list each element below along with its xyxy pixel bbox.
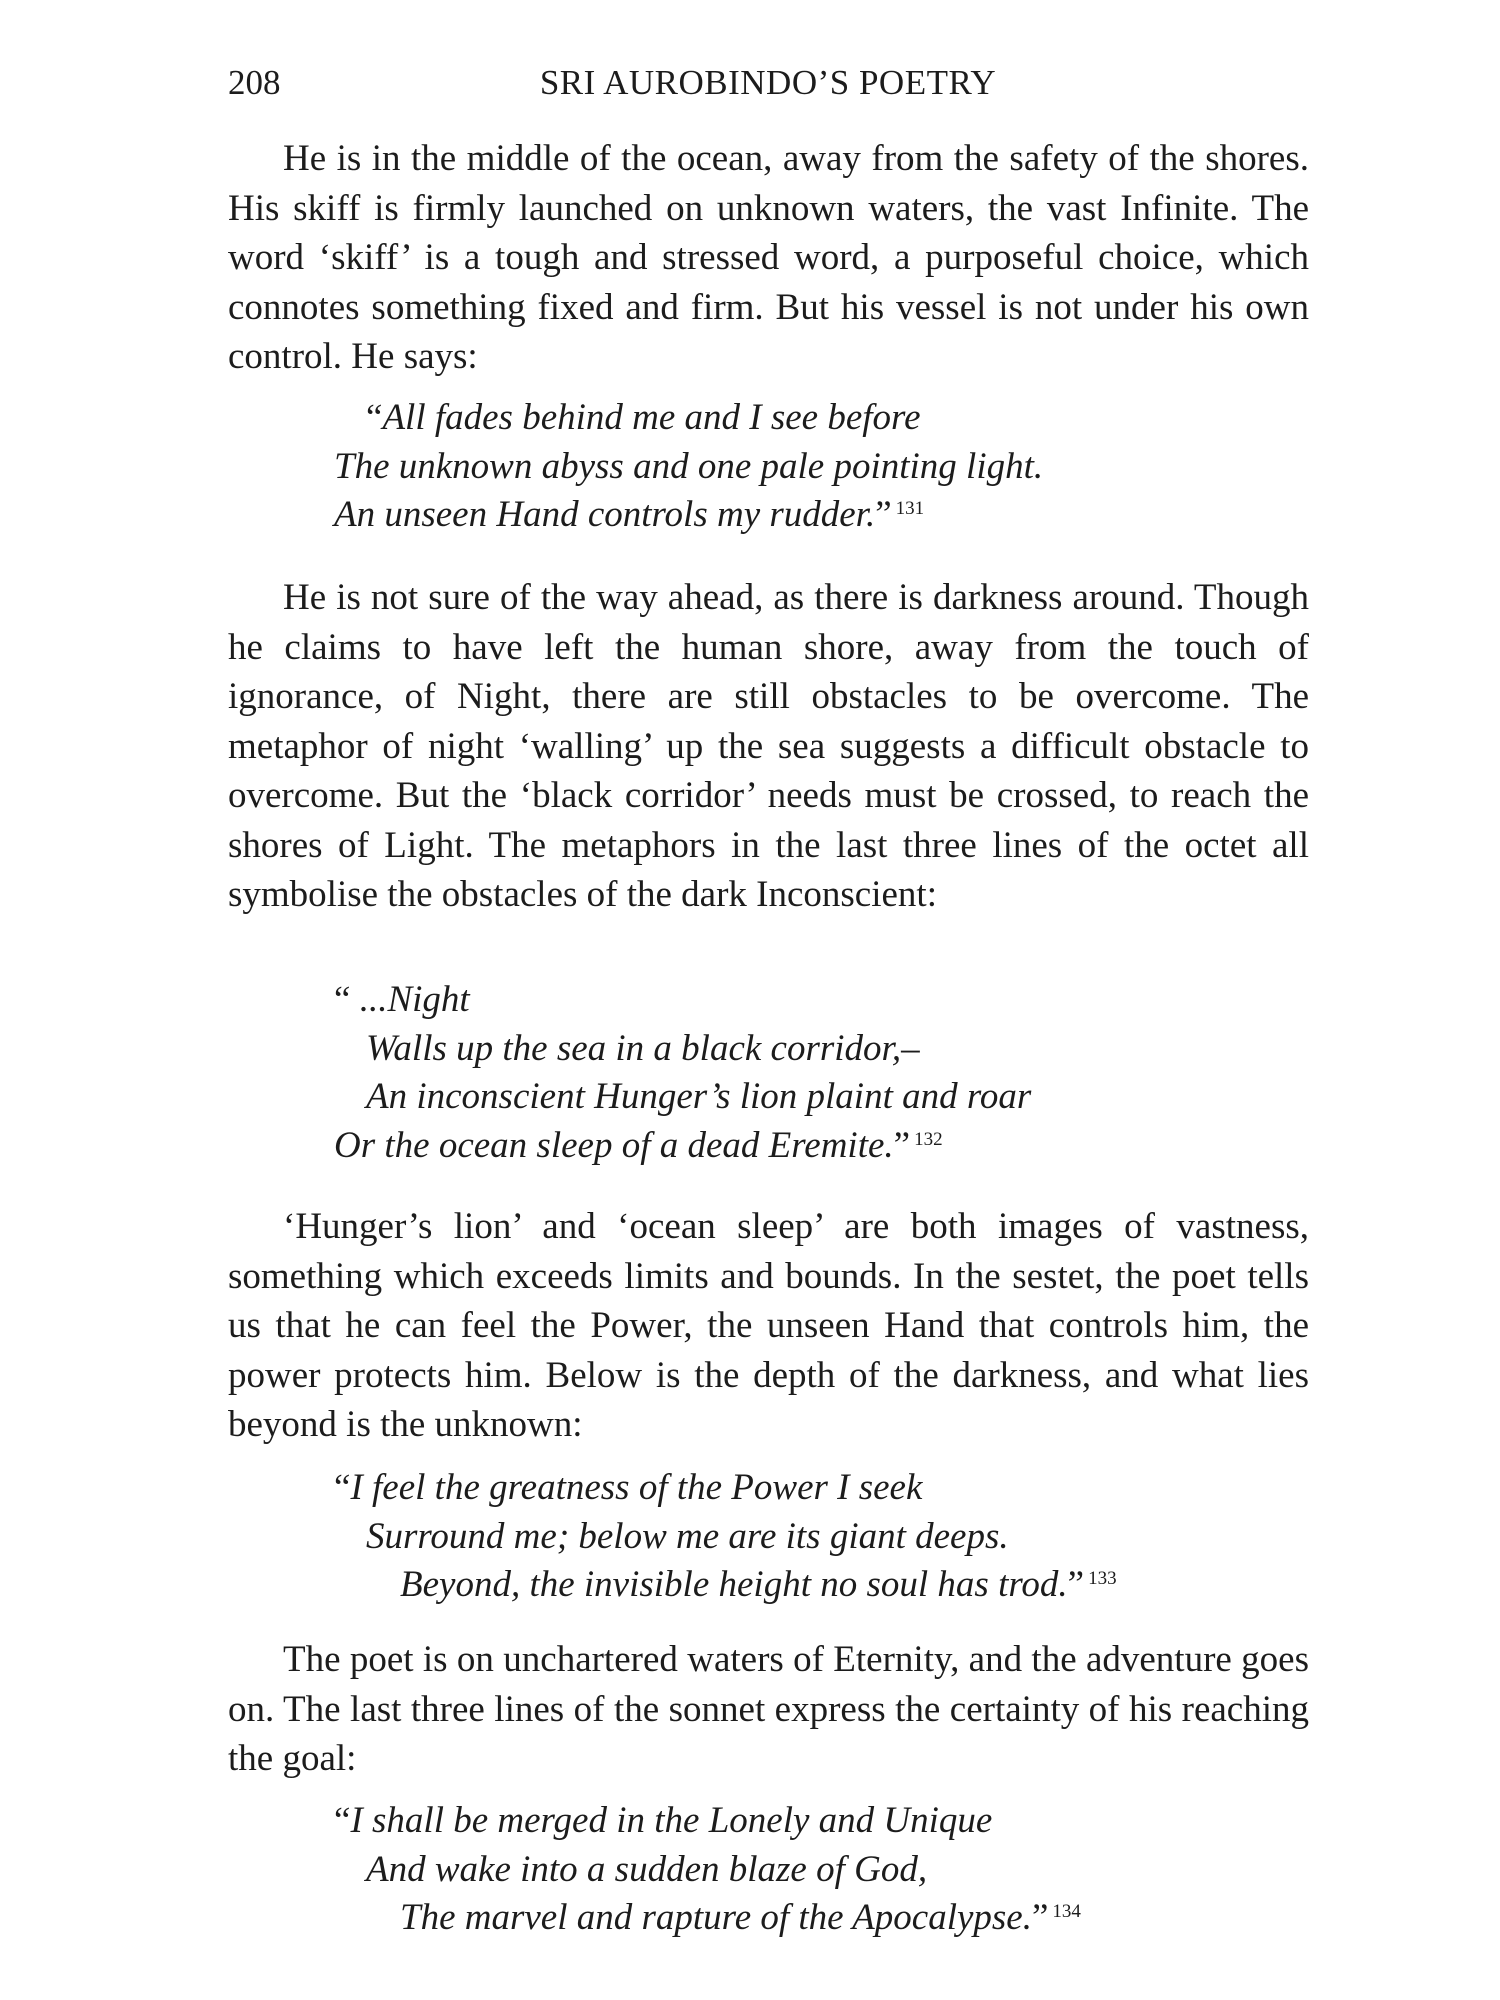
footnote-marker: 132 bbox=[914, 1128, 943, 1150]
verse-line: An inconscient Hunger’s lion plaint and roar bbox=[366, 1076, 1032, 1117]
paragraph-3: ‘Hunger’s lion’ and ‘ocean sleep’ are both images of vastness, something which exceeds limits and bounds. In the sestet, the poet tells us that he can feel the Power, the unseen Hand that controls him, the power protects him. Below is the depth of the darkness, and what lies beyond is the unknown: bbox=[228, 1206, 1309, 1445]
open-quote: “ bbox=[334, 1800, 351, 1841]
paragraph-1: He is in the middle of the ocean, away from the safety of the shores. His skiff is firmly launched on unknown waters, the vast Infinite. The word ‘skiff’ is a tough and stressed word, a purposeful choice, which connotes something fixed and firm. But his vessel is not under his own control. He says: bbox=[228, 138, 1309, 377]
page-header bbox=[228, 58, 1308, 108]
page-number: 208 bbox=[228, 63, 281, 102]
close-quote: ” bbox=[893, 1124, 911, 1166]
verse-quote-133 bbox=[334, 1464, 1117, 1610]
verse-quote-131 bbox=[334, 394, 1043, 540]
verse-quote-132 bbox=[334, 976, 1031, 1170]
verse-line: And wake into a sudden blaze of God, bbox=[366, 1848, 928, 1890]
verse-line: “I shall be merged in the Lonely and Unique bbox=[334, 1800, 993, 1841]
paragraph-4: The poet is on unchartered waters of Eternity, and the adventure goes on. The last three lines of the sonnet express the certainty of his reaching the goal: bbox=[228, 1639, 1309, 1779]
open-quote: “ bbox=[366, 397, 383, 438]
verse-line: “All fades behind me and I see before bbox=[366, 397, 921, 438]
close-quote: ” bbox=[1067, 1564, 1085, 1605]
open-quote: “ bbox=[334, 1467, 351, 1508]
verse-line: An unseen Hand controls my rudder.” $^{131}$ bbox=[334, 494, 925, 535]
open-quote: “ bbox=[334, 979, 360, 1020]
close-quote: ” bbox=[875, 494, 892, 535]
verse-line: Walls up the sea in a black corridor,– bbox=[366, 1027, 920, 1069]
verse-line: The marvel and rapture of the Apocalypse.” $^{134}$ bbox=[400, 1897, 1081, 1938]
footnote-marker: 131 bbox=[895, 498, 925, 519]
verse-quote-134 bbox=[334, 1797, 1081, 1943]
paragraph-2: He is not sure of the way ahead, as there is darkness around. Though he claims to have left the human shore, away from the touch of ignorance, of Night, there are still obstacles to be overcome. The metaphor of night ‘walling’ up the sea suggests a difficult obstacle to overcome. But the ‘black corridor’ needs must be crossed, to reach the shores of Light. The metaphors in the last three lines of the octet all symbolise the obstacles of the dark Inconscient: bbox=[228, 577, 1309, 915]
close-quote: ” bbox=[1031, 1897, 1049, 1938]
verse-line: The unknown abyss and one pale pointing light. bbox=[334, 445, 1044, 487]
verse-line: Or the ocean sleep of a dead Eremite.” $^{132}$ bbox=[334, 1124, 943, 1166]
verse-line: “ ...Night bbox=[334, 979, 470, 1020]
verse-line: Beyond, the invisible height no soul has trod.” $^{133}$ bbox=[400, 1564, 1117, 1605]
verse-line: Surround me; below me are its giant deeps. bbox=[366, 1515, 1009, 1557]
running-title: SRI AUROBINDO’S POETRY bbox=[539, 63, 997, 102]
footnote-marker: 134 bbox=[1052, 1901, 1081, 1922]
verse-line: “I feel the greatness of the Power I seek bbox=[334, 1467, 923, 1508]
footnote-marker: 133 bbox=[1088, 1568, 1117, 1589]
